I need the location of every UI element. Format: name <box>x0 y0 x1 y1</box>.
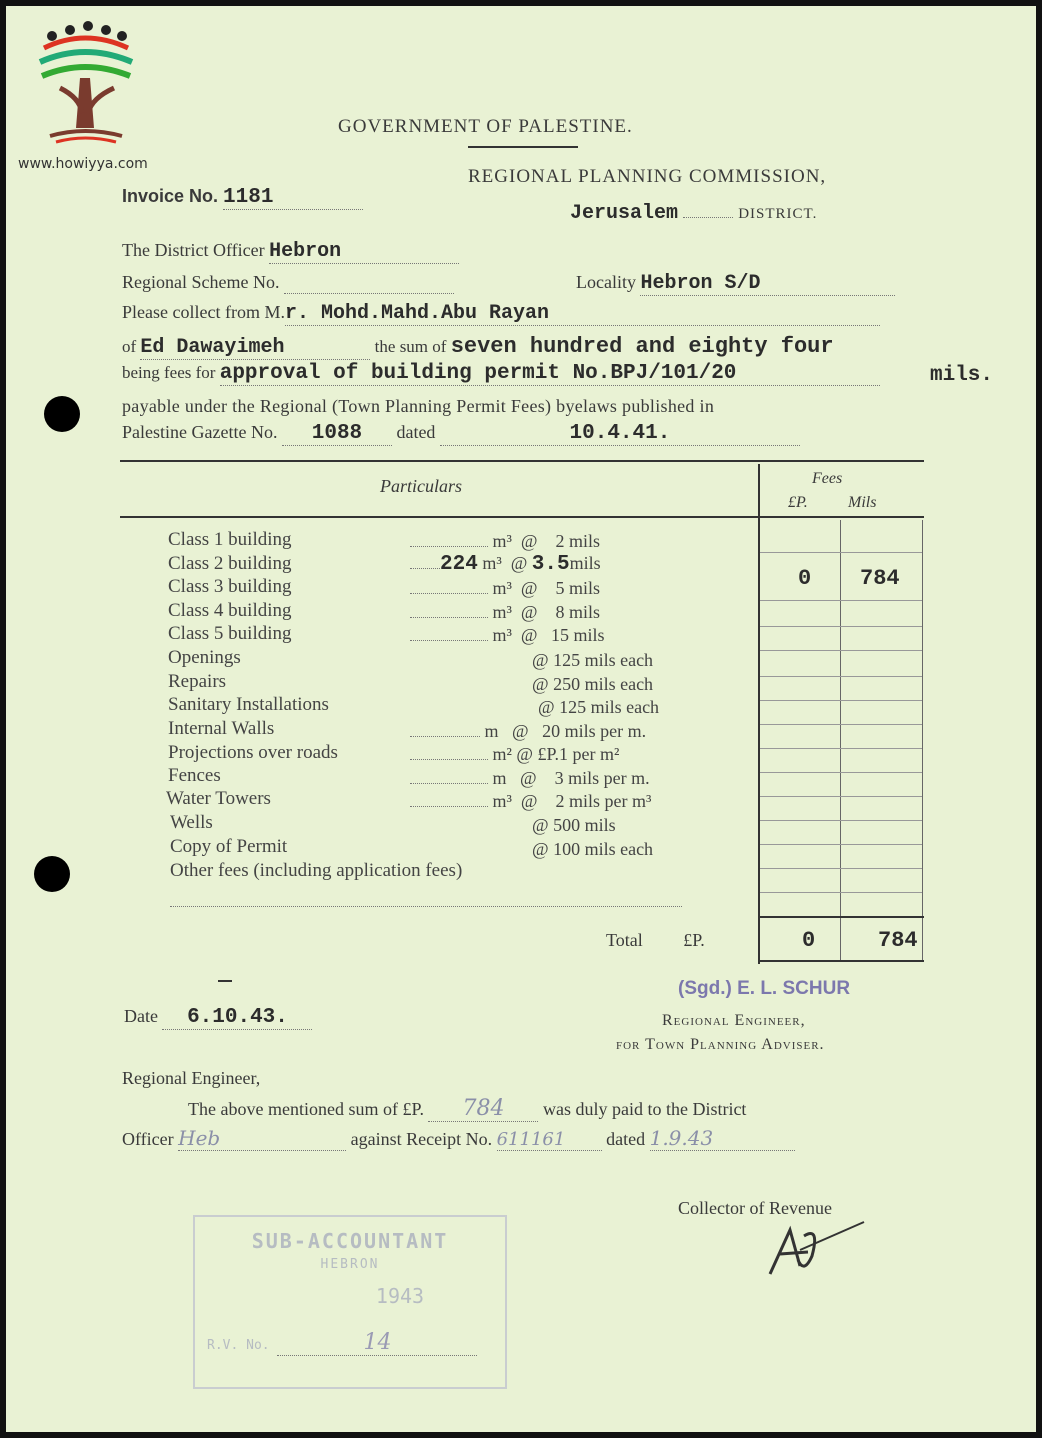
total-mils-value: 784 <box>878 928 918 953</box>
table-row: Class 5 building <box>168 623 292 644</box>
stamp-line-3: 1943 <box>375 1284 425 1308</box>
role-town-planning-adviser: for Town Planning Adviser. <box>616 1036 825 1053</box>
other-fees-dotted-line <box>170 892 682 907</box>
collect-line <box>122 302 880 326</box>
gazette-dated-label: dated <box>396 422 436 442</box>
district-line <box>570 202 817 225</box>
collector-signature-icon <box>760 1216 870 1282</box>
of-line <box>122 334 834 360</box>
sub-accountant-stamp <box>193 1215 507 1389</box>
logo-website[interactable]: www.howiyya.com <box>18 156 148 172</box>
table-row-rate: m² @ £P.1 per m² <box>410 744 619 765</box>
locality-label: Locality <box>576 272 636 292</box>
table-row: Fences <box>168 765 221 786</box>
commission-title: REGIONAL PLANNING COMMISSION, <box>468 166 827 187</box>
table-row-rate: @ 250 mils each <box>532 674 654 694</box>
table-row: Class 3 building <box>168 576 292 597</box>
punch-hole-top <box>44 396 80 432</box>
table-row-rate: m³ @ 2 mils per m³ <box>410 791 651 812</box>
paid-line <box>188 1096 746 1122</box>
table-row: Other fees (including application fees) <box>170 860 463 881</box>
document-page <box>6 6 1036 1432</box>
table-row: Class 1 building <box>168 529 292 550</box>
total-top-rule <box>760 916 924 918</box>
paid-text: The above mentioned sum of £P. <box>188 1099 424 1119</box>
table-row: Copy of Permit <box>170 836 288 857</box>
table-row: Openings <box>168 647 241 668</box>
total-word: Total <box>606 930 643 950</box>
table-row: Repairs <box>168 671 227 692</box>
table-row: Class 4 building <box>168 600 292 621</box>
table-header-rule <box>120 516 924 518</box>
scheme-label: Regional Scheme No. <box>122 272 280 292</box>
table-row-rate: m³ @ 5 mils <box>410 578 600 599</box>
date-dash <box>218 980 232 982</box>
table-row-rate: 224 m³ @ 3.5mils <box>410 553 601 576</box>
paid-amount: 784 <box>428 1096 538 1122</box>
district-value: Jerusalem <box>570 202 679 225</box>
locality-line <box>576 272 895 296</box>
table-row-rate: @ 100 mils each <box>532 839 654 859</box>
table-row: Wells <box>170 812 213 833</box>
stamp-rv-value: 14 <box>277 1330 477 1356</box>
officer-value: Heb <box>178 1126 346 1151</box>
scheme-value <box>284 272 454 294</box>
table-right-edge <box>922 520 923 960</box>
table-row: Sanitary Installations <box>168 694 329 715</box>
collect-label: Please collect from M. <box>122 302 285 322</box>
of-value: Ed Dawayimeh <box>140 336 370 360</box>
role-regional-engineer: Regional Engineer, <box>662 1012 806 1029</box>
district-officer-value: Hebron <box>269 240 459 264</box>
officer-label: Officer <box>122 1129 174 1149</box>
mils-column-divider <box>840 520 841 960</box>
total-bottom-rule <box>760 960 924 962</box>
sum-label: the sum of <box>374 337 447 356</box>
table-row: Internal Walls <box>168 718 275 739</box>
class2-quantity: 224 <box>440 553 478 576</box>
table-row: Projections over roads <box>168 742 338 763</box>
signed-by: (Sgd.) E. L. SCHUR <box>678 978 851 999</box>
district-officer-label: The District Officer <box>122 240 265 260</box>
punch-hole-bottom <box>34 856 70 892</box>
total-currency: £P. <box>683 930 705 950</box>
total-label <box>606 930 705 951</box>
scheme-line <box>122 272 454 294</box>
paid-text-2: was duly paid to the District <box>542 1099 747 1119</box>
stamp-line-4 <box>195 1330 505 1356</box>
particulars-header: Particulars <box>380 476 463 496</box>
government-title: GOVERNMENT OF PALESTINE. <box>338 116 633 137</box>
of-label: of <box>122 337 137 356</box>
total-lp-value: 0 <box>802 928 816 953</box>
date-line <box>124 1006 312 1030</box>
fees-label: being fees for <box>122 363 216 382</box>
mils-header: Mils <box>848 494 877 511</box>
receipt-value: 611161 <box>497 1129 602 1151</box>
tree-logo-icon <box>30 18 140 153</box>
table-top-rule <box>120 460 924 462</box>
gazette-label: Palestine Gazette No. <box>122 422 278 442</box>
table-row-rate: m @ 20 mils per m. <box>410 721 646 742</box>
date-label: Date <box>124 1006 158 1026</box>
stamp-line-2: HEBRON <box>320 1257 380 1272</box>
table-row-rate: m @ 3 mils per m. <box>410 768 650 789</box>
title-underline <box>468 146 578 148</box>
invoice-label <box>122 186 363 210</box>
fee-mils-value: 784 <box>860 566 900 591</box>
table-row-rate: m³ @ 8 mils <box>410 602 600 623</box>
date-value: 6.10.43. <box>162 1006 312 1030</box>
class2-rate: 3.5 <box>531 553 570 576</box>
sum-value: seven hundred and eighty four <box>450 334 834 359</box>
stamp-rv-label: R.V. No. <box>207 1338 270 1353</box>
collect-value: r. Mohd.Mahd.Abu Rayan <box>285 302 880 326</box>
lp-header: £P. <box>788 494 808 511</box>
collector-of-revenue: Collector of Revenue <box>678 1198 832 1218</box>
receipt-label: against Receipt No. <box>350 1129 493 1149</box>
table-row-rate: @ 500 mils <box>532 815 616 835</box>
table-row-rate: @ 125 mils each <box>538 697 660 717</box>
payable-line: payable under the Regional (Town Planning Permit Fees) byelaws published in <box>122 396 715 416</box>
fee-lp-value: 0 <box>798 566 812 591</box>
district-label: DISTRICT. <box>738 206 818 222</box>
district-officer-line <box>122 240 459 264</box>
table-row-rate: m³ @ 15 mils <box>410 625 605 646</box>
receipt-line <box>122 1126 795 1151</box>
table-row-rate: m³ @ 2 mils <box>410 531 600 552</box>
invoice-no-label: Invoice No. <box>122 186 219 206</box>
gazette-number: 1088 <box>282 422 392 446</box>
howiyya-logo <box>30 18 140 158</box>
fees-line <box>122 362 880 386</box>
invoice-number: 1181 <box>223 186 363 210</box>
fees-value: approval of building permit No.BPJ/101/20 <box>220 362 880 386</box>
table-row-rate: @ 125 mils each <box>532 650 654 670</box>
gazette-line <box>122 422 800 446</box>
table-row: Water Towers <box>166 788 271 809</box>
stamp-line-1: SUB-ACCOUNTANT <box>251 1229 449 1253</box>
to-regional-engineer: Regional Engineer, <box>122 1068 261 1088</box>
mils-label: mils. <box>930 364 994 387</box>
gazette-date: 10.4.41. <box>440 422 800 446</box>
receipt-date: 1.9.43 <box>650 1126 795 1151</box>
fees-column-divider <box>758 464 760 964</box>
fees-header: Fees <box>812 470 843 487</box>
table-row: Class 2 building <box>168 553 292 574</box>
locality-value: Hebron S/D <box>640 272 895 296</box>
receipt-dated-label: dated <box>606 1129 646 1149</box>
